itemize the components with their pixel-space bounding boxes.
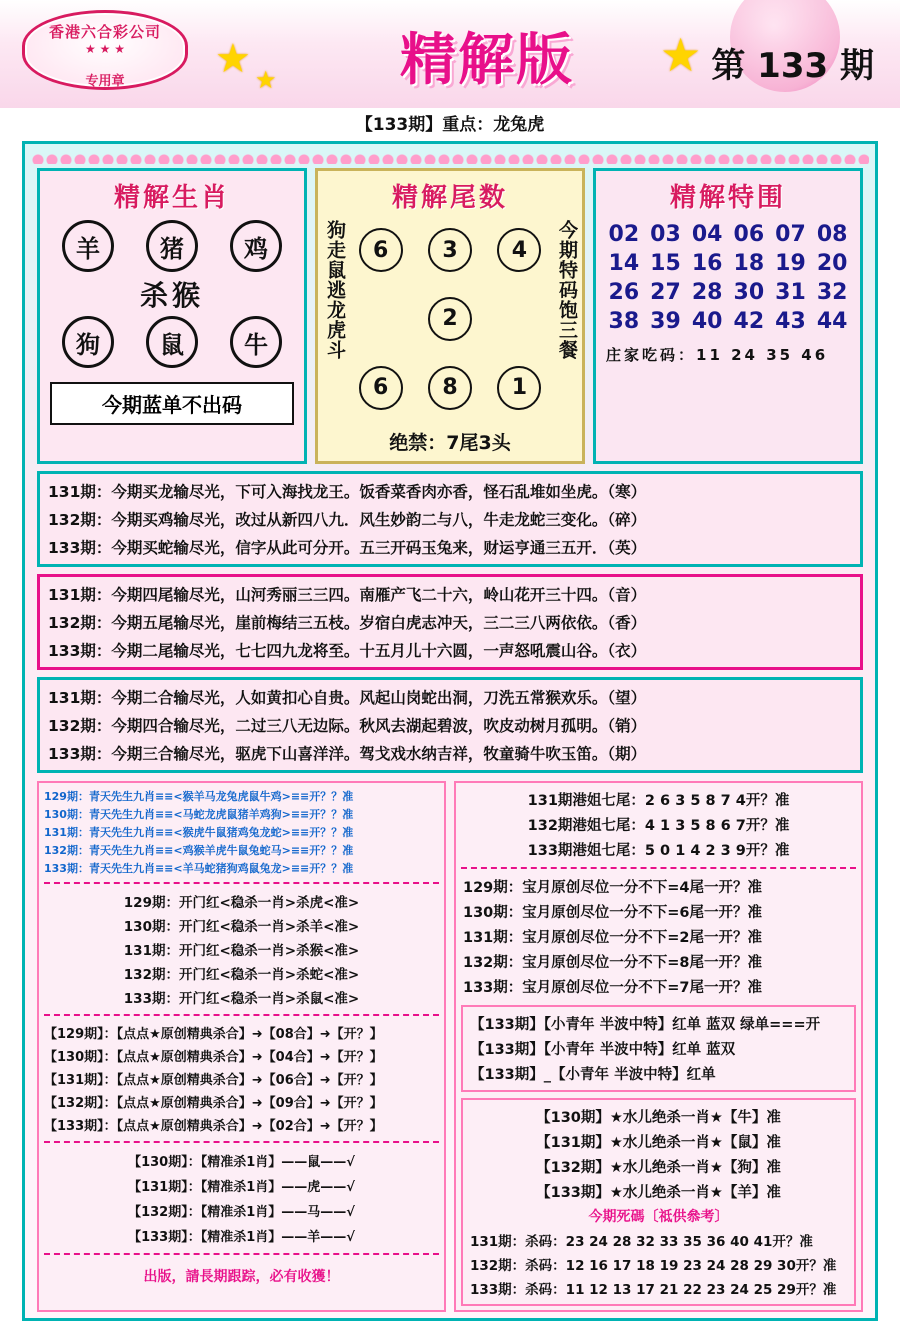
zodiac-row-1 bbox=[46, 220, 298, 272]
special-number: 14 bbox=[608, 251, 640, 276]
dashed-divider bbox=[44, 1253, 439, 1255]
kill-sum-line: 【133期】：【点点★原创精典杀合】➜【02合】➜【开？】 bbox=[44, 1119, 383, 1134]
forecast-line: 131期：青天先生九肖≡≡<猴虎牛鼠猪鸡兔龙蛇>≡≡开？？准 bbox=[44, 826, 354, 839]
tail-number-grid bbox=[346, 216, 554, 422]
precise-kill-line: 【131期】：【精准杀1肖】——虎——√ bbox=[128, 1180, 355, 1195]
special-number: 42 bbox=[733, 309, 765, 334]
special-number: 06 bbox=[733, 222, 765, 247]
page-title: 精解版 bbox=[400, 28, 574, 93]
special-number: 07 bbox=[775, 222, 806, 247]
baoyue-line: 130期：宝月原创尽位一分不下=6尾一开？准 bbox=[463, 905, 763, 921]
star-icon: ★ bbox=[215, 36, 251, 82]
dashed-divider bbox=[44, 1014, 439, 1016]
zodiac-chip: 鸡 bbox=[230, 220, 282, 272]
zodiac-body bbox=[40, 216, 304, 376]
zodiac-kill-label: 杀猴 bbox=[139, 279, 204, 312]
panel-zodiac-title: 精解生肖 bbox=[113, 183, 230, 213]
page-subtitle: 【133期】重点：龙兔虎 bbox=[0, 108, 900, 141]
forecast-line: 133期：青天先生九肖≡≡<羊马蛇猪狗鸡鼠兔龙>≡≡开？？准 bbox=[44, 862, 354, 875]
top-panels bbox=[31, 168, 869, 464]
verse-block-1 bbox=[37, 471, 863, 567]
forecast-line: 129期：青天先生九肖≡≡<猴羊马龙兔虎鼠牛鸡>≡≡开？？准 bbox=[44, 790, 354, 803]
stamp-stars-icon: ★ ★ ★ bbox=[85, 42, 125, 56]
shuier-box bbox=[461, 1098, 856, 1306]
wave-divider bbox=[31, 150, 869, 164]
deadcode-line: 132期：杀码：12 16 17 18 19 23 24 28 29 30开？准 bbox=[470, 1258, 837, 1274]
baoyue-line: 133期：宝月原创尽位一分不下=7尾一开？准 bbox=[463, 980, 763, 996]
tail-chip: 6 bbox=[359, 366, 403, 410]
special-number: 03 bbox=[650, 222, 681, 247]
dashed-divider bbox=[44, 882, 439, 884]
deadcode-line: 133期：杀码：11 12 13 17 21 22 23 24 25 29开？准 bbox=[470, 1282, 837, 1298]
special-number: 32 bbox=[816, 280, 848, 305]
verse-block-2 bbox=[37, 574, 863, 670]
miss-hk-line: 133期港姐七尾：5 0 1 4 2 3 9开？准 bbox=[527, 843, 790, 859]
kill-sum-line: 【130期】：【点点★原创精典杀合】➜【04合】➜【开？】 bbox=[44, 1050, 383, 1065]
verse-line: 132期：今期四合输尽光，二过三八无边际。秋风去湖起碧波，吹皮动树月孤明。（销） bbox=[48, 717, 647, 735]
special-number: 40 bbox=[691, 309, 723, 334]
tail-chip: 3 bbox=[428, 228, 472, 272]
left-column bbox=[37, 781, 446, 1312]
miss-hk-line: 131期港姐七尾：2 6 3 5 8 7 4开？准 bbox=[527, 793, 790, 809]
dashed-divider bbox=[461, 867, 856, 869]
special-number: 39 bbox=[650, 309, 681, 334]
deadcode-line: 131期：杀码：23 24 28 32 33 35 36 40 41开？准 bbox=[470, 1234, 813, 1250]
kill-one-line: 129期：开门红<稳杀一肖>杀虎<准> bbox=[123, 895, 360, 911]
tail-left-vertical-text: 狗走鼠逃龙虎斗 bbox=[323, 220, 346, 360]
zodiac-chip: 鼠 bbox=[146, 316, 198, 368]
kill-sum-line: 【132期】：【点点★原创精典杀合】➜【09合】➜【开？】 bbox=[44, 1096, 383, 1111]
zodiac-note: 今期蓝单不出码 bbox=[50, 382, 294, 425]
zodiac-chip: 猪 bbox=[146, 220, 198, 272]
special-number: 08 bbox=[816, 222, 848, 247]
zodiac-chip: 牛 bbox=[230, 316, 282, 368]
star-icon: ★ bbox=[255, 66, 277, 94]
precise-kill-line: 【132期】：【精准杀1肖】——马——√ bbox=[128, 1205, 355, 1220]
kill-one-line: 131期：开门红<稳杀一肖>杀猴<准> bbox=[123, 943, 360, 959]
special-number: 16 bbox=[691, 251, 723, 276]
main-frame bbox=[22, 141, 878, 1321]
star-icon: ★ bbox=[660, 28, 702, 82]
miss-hk-line: 132期港姐七尾：4 1 3 5 8 6 7开？准 bbox=[527, 818, 790, 834]
dashed-divider bbox=[44, 1141, 439, 1143]
verse-line: 131期：今期买龙输尽光，下可入海找龙王。饭香菜香肉亦香，怪石乱堆如坐虎。（寒） bbox=[48, 483, 647, 501]
verse-line: 132期：今期买鸡输尽光，改过从新四八九．风生妙韵二与八，牛走龙蛇三变化。（碎） bbox=[48, 511, 647, 529]
kill-sum-line: 【131期】：【点点★原创精典杀合】➜【06合】➜【开？】 bbox=[44, 1073, 383, 1088]
special-number: 04 bbox=[691, 222, 723, 247]
panel-special-title: 精解特围 bbox=[669, 183, 786, 213]
kill-one-line: 133期：开门红<稳杀一肖>杀鼠<准> bbox=[123, 991, 360, 1007]
tail-forbid-text: 绝禁：7尾3头 bbox=[389, 432, 511, 454]
half-wave-line: 【133期】【小青年 半波中特】红单 蓝双 bbox=[470, 1042, 736, 1058]
kill-one-line: 132期：开门红<稳杀一肖>杀蛇<准> bbox=[123, 967, 360, 983]
baoyue-line: 129期：宝月原创尽位一分不下=4尾一开？准 bbox=[463, 880, 763, 896]
forecast-line: 130期：青天先生九肖≡≡<马蛇龙虎鼠猪羊鸡狗>≡≡开？？准 bbox=[44, 808, 354, 821]
eat-code-values: 11 24 35 46 bbox=[696, 346, 829, 364]
verse-line: 132期：今期五尾输尽光，崖前梅结三五枝。岁宿白虎志冲天，三二三八两依依。（香） bbox=[48, 614, 647, 632]
tail-row-2 bbox=[346, 297, 554, 341]
verse-line: 133期：今期三合输尽光，驱虎下山喜洋洋。驾戈戏水纳吉祥，牧童骑牛吹玉笛。（期） bbox=[48, 745, 647, 763]
verse-line: 133期：今期买蛇输尽光，信字从此可分开。五三开码玉兔来，财运亨通三五开．（英） bbox=[48, 539, 647, 557]
panel-tail-body bbox=[318, 216, 582, 426]
precise-kill-line: 【133期】：【精准杀1肖】——羊——√ bbox=[128, 1230, 355, 1245]
tail-chip: 4 bbox=[497, 228, 541, 272]
left-footer-note: 出版，請長期跟踪，必有收獲！ bbox=[143, 1269, 340, 1285]
deadcode-title: 今期死碼〔祗供叅考〕 bbox=[588, 1209, 729, 1225]
special-number: 19 bbox=[775, 251, 806, 276]
company-stamp bbox=[22, 10, 188, 90]
zodiac-chip: 狗 bbox=[62, 316, 114, 368]
special-number: 38 bbox=[608, 309, 640, 334]
verse-line: 131期：今期四尾输尽光，山河秀丽三三四。南雁产飞二十六，岭山花开三十四。（音） bbox=[48, 586, 647, 604]
special-number: 18 bbox=[733, 251, 765, 276]
right-column bbox=[454, 781, 863, 1312]
precise-kill-line: 【130期】：【精准杀1肖】——鼠——√ bbox=[128, 1155, 355, 1170]
special-number: 26 bbox=[608, 280, 640, 305]
tail-chip: 6 bbox=[359, 228, 403, 272]
stamp-line2: 专用章 bbox=[85, 74, 125, 89]
special-number: 02 bbox=[608, 222, 640, 247]
shuier-line: 【131期】★水儿绝杀一肖★【鼠】准 bbox=[536, 1135, 781, 1151]
tail-row-3 bbox=[346, 366, 554, 410]
special-number: 44 bbox=[816, 309, 848, 334]
special-number: 43 bbox=[775, 309, 806, 334]
baoyue-line: 131期：宝月原创尽位一分不下=2尾一开？准 bbox=[463, 930, 763, 946]
half-wave-box bbox=[461, 1005, 856, 1092]
verse-line: 133期：今期二尾输尽光，七七四九龙将至。十五月儿十六圆，一声怒吼震山谷。（衣） bbox=[48, 642, 647, 660]
special-number: 15 bbox=[650, 251, 681, 276]
eat-code-row bbox=[596, 336, 860, 371]
special-number: 20 bbox=[816, 251, 848, 276]
shuier-line: 【133期】★水儿绝杀一肖★【羊】准 bbox=[536, 1185, 781, 1201]
zodiac-row-2 bbox=[46, 316, 298, 368]
stamp-line1: 香港六合彩公司 bbox=[48, 23, 161, 41]
verse-block-3 bbox=[37, 677, 863, 773]
special-number: 27 bbox=[650, 280, 681, 305]
panel-tail-title: 精解尾数 bbox=[391, 183, 508, 213]
panel-tail bbox=[315, 168, 585, 464]
special-number-grid bbox=[596, 216, 860, 336]
half-wave-line: 【133期】【小青年 半波中特】红单 蓝双 绿单===开 bbox=[470, 1017, 821, 1033]
tail-chip: 1 bbox=[497, 366, 541, 410]
issue-number: 第 133 期 bbox=[711, 46, 874, 86]
tail-chip: 8 bbox=[428, 366, 472, 410]
tail-row-1 bbox=[346, 228, 554, 272]
eat-code-label: 庄家吃码： bbox=[606, 346, 697, 364]
panel-zodiac bbox=[37, 168, 307, 464]
tail-chip: 2 bbox=[428, 297, 472, 341]
forecast-line: 132期：青天先生九肖≡≡<鸡猴羊虎牛鼠兔蛇马>≡≡开？？准 bbox=[44, 844, 354, 857]
bottom-columns bbox=[37, 781, 863, 1312]
verse-line: 131期：今期二合输尽光，人如黄扣心自贵。风起山岗蛇出洞，刀洗五常猴欢乐。（望） bbox=[48, 689, 647, 707]
page-header bbox=[0, 0, 900, 108]
zodiac-chip: 羊 bbox=[62, 220, 114, 272]
special-number: 31 bbox=[775, 280, 806, 305]
shuier-line: 【132期】★水儿绝杀一肖★【狗】准 bbox=[536, 1160, 781, 1176]
zodiac-kill-row bbox=[46, 274, 298, 314]
kill-one-line: 130期：开门红<稳杀一肖>杀羊<准> bbox=[123, 919, 360, 935]
shuier-line: 【130期】★水儿绝杀一肖★【牛】准 bbox=[536, 1110, 781, 1126]
special-number: 30 bbox=[733, 280, 765, 305]
half-wave-line: 【133期】_【小青年 半波中特】红单 bbox=[470, 1067, 716, 1083]
kill-sum-line: 【129期】：【点点★原创精典杀合】➜【08合】➜【开？】 bbox=[44, 1027, 383, 1042]
baoyue-line: 132期：宝月原创尽位一分不下=8尾一开？准 bbox=[463, 955, 763, 971]
special-number: 28 bbox=[691, 280, 723, 305]
panel-special bbox=[593, 168, 863, 464]
tail-right-vertical-text: 今期特码饱三餐 bbox=[556, 220, 578, 360]
